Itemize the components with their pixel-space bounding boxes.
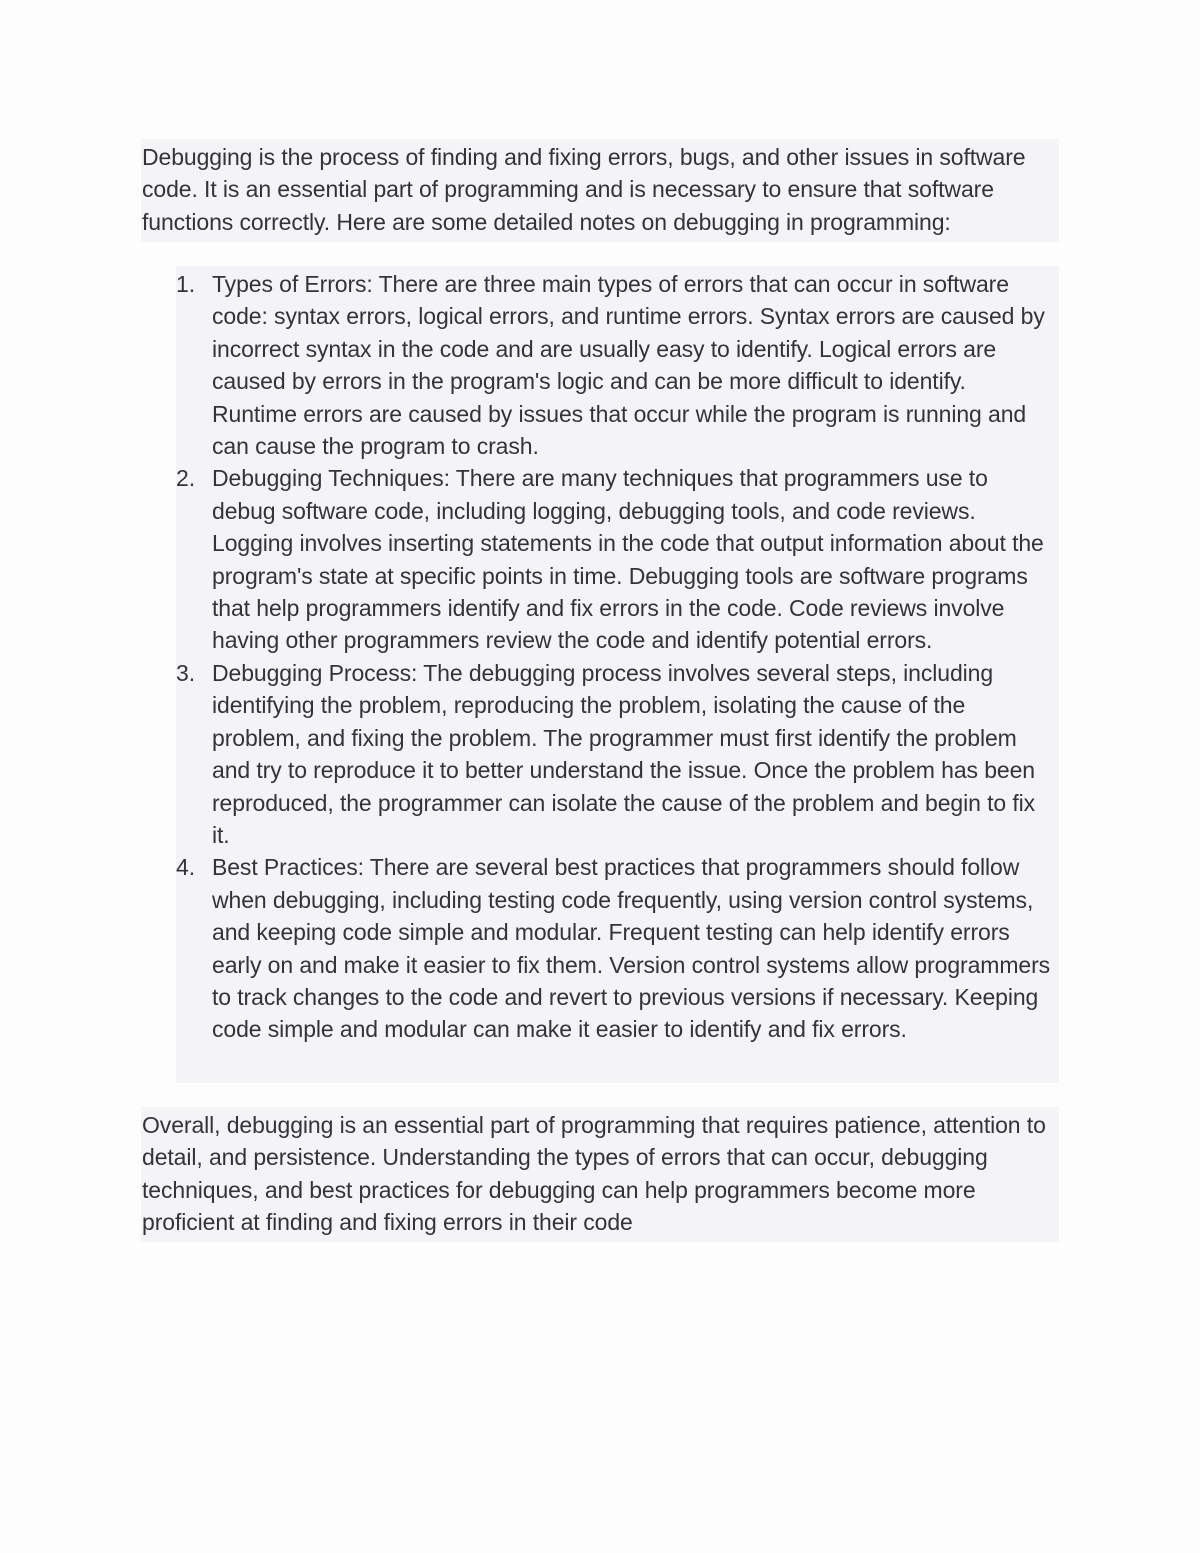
numbered-list-block xyxy=(176,266,1059,1083)
list-item-text: Debugging Process: The debugging process involves several steps, including identifying the problem, reproducing the problem, isolating the cause of the problem, and fixing the problem. The programmer must first identify the problem and try to reproduce it to better understand the issue. Once the problem has been reproduced, the programmer can isolate the cause of the problem and begin to fix it. xyxy=(212,659,1036,848)
list-item-number: 1. xyxy=(176,271,195,297)
list-item-text: Types of Errors: There are three main types of errors that can occur in software code: syntax errors, logical errors, and runtime errors. Syntax errors are caused by incorrect syntax in the code and are usually easy to identify. Logical errors are caused by errors in the program's logic and can be more difficult to identify. Runtime errors are caused by issues that occur while the program is running and can cause the program to crash. xyxy=(212,271,1045,460)
list-item-debugging-process xyxy=(176,657,1059,851)
outro-paragraph: Overall, debugging is an essential part of programming that requires patience, attention to detail, and persistence. Understanding the types of errors that can occur, debugging techniques, and best practices for debugging can help programmers become more proficient at finding and fixing errors in their code xyxy=(142,1112,1046,1236)
list-item-best-practices xyxy=(176,851,1059,1045)
list-item-text: Best Practices: There are several best practices that programmers should follow when debugging, including testing code frequently, using version control systems, and keeping code simple and modular. Frequent testing can help identify errors early on and make it easier to fix them. Version control systems allow programmers to track changes to the code and revert to previous versions if necessary. Keeping code simple and modular can make it easier to identify and fix errors. xyxy=(212,854,1051,1043)
list-item-types-of-errors xyxy=(176,268,1059,462)
intro-paragraph-block xyxy=(141,139,1059,242)
list-item-text: Debugging Techniques: There are many techniques that programmers use to debug software code, including logging, debugging tools, and code reviews. Logging involves inserting statements in the code that output information about the program's state at specific points in time. Debugging tools are software programs that help programmers identify and fix errors in the code. Code reviews involve having other programmers review the code and identify potential errors. xyxy=(212,465,1044,654)
list-item-number: 4. xyxy=(176,854,195,881)
numbered-list xyxy=(176,268,1059,1046)
list-item-number: 2. xyxy=(176,465,195,492)
intro-paragraph: Debugging is the process of finding and fixing errors, bugs, and other issues in software code. It is an essential part of programming and is necessary to ensure that software functions correctly. Here are some detailed notes on debugging in programming: xyxy=(142,144,1026,235)
outro-paragraph-block xyxy=(141,1107,1059,1242)
list-item-number: 3. xyxy=(176,659,195,686)
list-item-debugging-techniques xyxy=(176,462,1059,656)
